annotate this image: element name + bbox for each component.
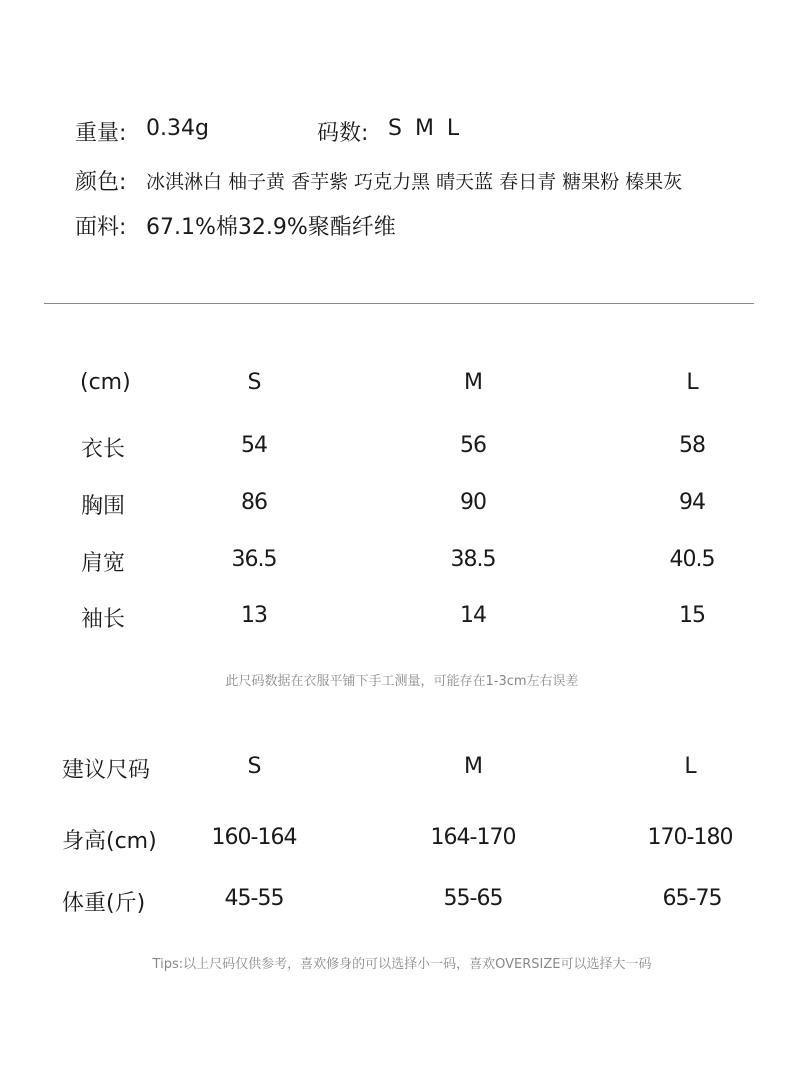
colors-label: 颜色: — [75, 170, 127, 195]
table-cell: 13 — [241, 603, 267, 628]
table-cell: 38.5 — [450, 547, 496, 572]
unit-header: (cm) — [80, 370, 131, 395]
fabric-value: 67.1%棉32.9%聚酯纤维 — [146, 215, 396, 240]
size-header-s: S — [247, 754, 261, 779]
row-label-weight: 体重(斤) — [62, 891, 146, 916]
table-cell: 45-55 — [224, 886, 284, 911]
size-header-l: L — [684, 754, 696, 779]
weight-value: 0.34g — [146, 116, 209, 141]
table-cell: 58 — [679, 433, 705, 458]
table-cell: 40.5 — [669, 547, 715, 572]
weight-label: 重量: — [75, 121, 127, 146]
row-label-height: 身高(cm) — [62, 829, 157, 854]
size-header-s: S — [247, 370, 261, 395]
table-cell: 36.5 — [231, 547, 277, 572]
table-cell: 56 — [460, 433, 486, 458]
sizes-label: 码数: — [317, 121, 369, 146]
table-cell: 160-164 — [211, 825, 297, 850]
size-header-l: L — [686, 370, 698, 395]
table-cell: 55-65 — [443, 886, 503, 911]
size-header-m: M — [464, 370, 482, 395]
row-label-chest: 胸围 — [81, 494, 126, 519]
row-label-shoulder: 肩宽 — [81, 551, 126, 576]
recommend-header: 建议尺码 — [62, 758, 151, 783]
measurement-note: 此尺码数据在衣服平铺下手工测量，可能存在1-3cm左右误差 — [225, 674, 579, 689]
table-cell: 54 — [241, 433, 267, 458]
row-label-sleeve: 袖长 — [81, 607, 126, 632]
table-cell: 90 — [460, 490, 486, 515]
table-cell: 15 — [679, 603, 705, 628]
row-label-length: 衣长 — [81, 437, 126, 462]
table-cell: 86 — [241, 490, 267, 515]
section-divider — [44, 303, 754, 304]
colors-value: 冰淇淋白 柚子黄 香芋紫 巧克力黑 晴天蓝 春日青 糖果粉 榛果灰 — [146, 171, 683, 193]
fabric-label: 面料: — [75, 215, 127, 240]
sizes-value: S M L — [388, 116, 460, 141]
table-cell: 164-170 — [430, 825, 516, 850]
table-cell: 94 — [679, 490, 705, 515]
table-cell: 14 — [460, 603, 486, 628]
table-cell: 65-75 — [662, 886, 722, 911]
tips-note: Tips:以上尺码仅供参考，喜欢修身的可以选择小一码，喜欢OVERSIZE可以选择大一码 — [152, 957, 652, 972]
table-cell: 170-180 — [647, 825, 733, 850]
size-header-m: M — [464, 754, 482, 779]
